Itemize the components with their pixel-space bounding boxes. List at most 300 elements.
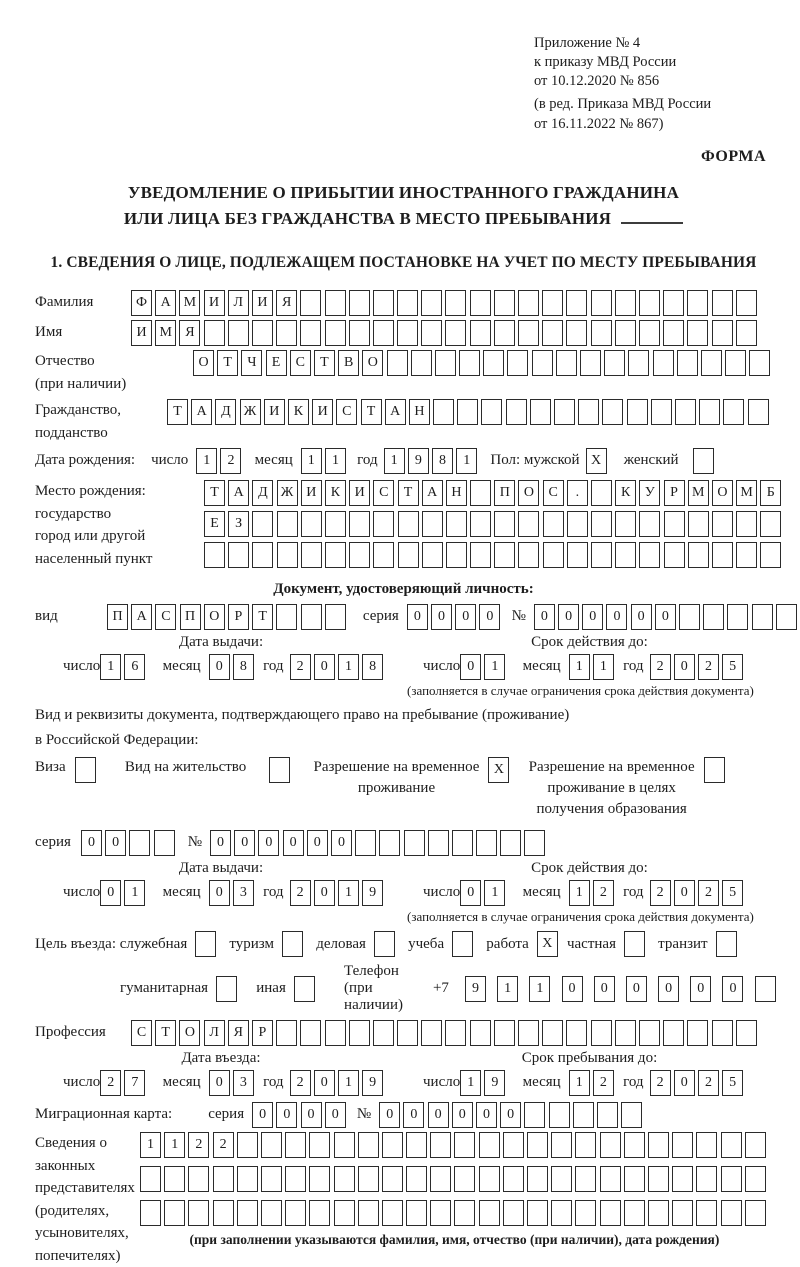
char-cell[interactable]	[639, 290, 660, 316]
char-cell[interactable]	[494, 542, 515, 568]
char-cell[interactable]	[566, 320, 587, 346]
char-cell[interactable]: Н	[409, 399, 430, 425]
char-cell[interactable]	[575, 1132, 596, 1158]
char-cell[interactable]	[752, 604, 773, 630]
char-cell[interactable]: 1	[100, 654, 121, 680]
char-cell[interactable]: X	[537, 931, 558, 957]
char-cell[interactable]	[261, 1200, 282, 1226]
char-cell[interactable]: Е	[204, 511, 225, 537]
char-cell[interactable]	[404, 830, 425, 856]
char-cell[interactable]	[285, 1166, 306, 1192]
char-cell[interactable]	[358, 1166, 379, 1192]
char-cell[interactable]: 1	[338, 1070, 359, 1096]
char-cell[interactable]	[470, 320, 491, 346]
char-cell[interactable]: Т	[314, 350, 335, 376]
char-cell[interactable]: И	[252, 290, 273, 316]
char-cell[interactable]: 5	[722, 880, 743, 906]
char-cell[interactable]: 0	[100, 880, 121, 906]
char-cell[interactable]	[446, 542, 467, 568]
char-cell[interactable]: М	[155, 320, 176, 346]
char-cell[interactable]: 2	[100, 1070, 121, 1096]
char-cell[interactable]: 0	[658, 976, 679, 1002]
char-cell[interactable]: 0	[460, 880, 481, 906]
char-cell[interactable]	[543, 511, 564, 537]
char-cell[interactable]	[454, 1132, 475, 1158]
char-cell[interactable]	[675, 399, 696, 425]
char-cell[interactable]	[621, 1102, 642, 1128]
char-cell[interactable]	[129, 830, 150, 856]
char-cell[interactable]: 0	[594, 976, 615, 1002]
char-cell[interactable]: 2	[220, 448, 241, 474]
char-cell[interactable]	[276, 320, 297, 346]
char-cell[interactable]: 2	[290, 880, 311, 906]
char-cell[interactable]	[334, 1200, 355, 1226]
char-cell[interactable]	[204, 542, 225, 568]
char-cell[interactable]: 0	[403, 1102, 424, 1128]
char-cell[interactable]	[776, 604, 797, 630]
char-cell[interactable]	[653, 350, 674, 376]
char-cell[interactable]: И	[301, 480, 322, 506]
char-cell[interactable]: 8	[362, 654, 383, 680]
char-cell[interactable]	[483, 350, 504, 376]
char-cell[interactable]: 9	[408, 448, 429, 474]
char-cell[interactable]: 1	[301, 448, 322, 474]
char-cell[interactable]	[556, 350, 577, 376]
char-cell[interactable]	[309, 1132, 330, 1158]
char-cell[interactable]: 1	[497, 976, 518, 1002]
char-cell[interactable]	[334, 1166, 355, 1192]
char-cell[interactable]: 0	[674, 1070, 695, 1096]
char-cell[interactable]	[373, 1020, 394, 1046]
char-cell[interactable]	[701, 350, 722, 376]
char-cell[interactable]	[554, 399, 575, 425]
char-cell[interactable]	[527, 1132, 548, 1158]
char-cell[interactable]: Р	[228, 604, 249, 630]
char-cell[interactable]: 0	[428, 1102, 449, 1128]
char-cell[interactable]: А	[228, 480, 249, 506]
char-cell[interactable]	[387, 350, 408, 376]
char-cell[interactable]: 0	[252, 1102, 273, 1128]
char-cell[interactable]	[672, 1132, 693, 1158]
char-cell[interactable]	[428, 830, 449, 856]
char-cell[interactable]	[687, 1020, 708, 1046]
char-cell[interactable]	[628, 350, 649, 376]
char-cell[interactable]: 1	[460, 1070, 481, 1096]
char-cell[interactable]	[591, 511, 612, 537]
char-cell[interactable]: С	[336, 399, 357, 425]
char-cell[interactable]: А	[155, 290, 176, 316]
char-cell[interactable]: 0	[476, 1102, 497, 1128]
char-cell[interactable]: 5	[722, 654, 743, 680]
char-cell[interactable]	[760, 542, 781, 568]
char-cell[interactable]	[237, 1132, 258, 1158]
char-cell[interactable]	[445, 1020, 466, 1046]
char-cell[interactable]	[470, 290, 491, 316]
char-cell[interactable]: 0	[558, 604, 579, 630]
char-cell[interactable]	[470, 511, 491, 537]
char-cell[interactable]	[687, 290, 708, 316]
char-cell[interactable]	[542, 290, 563, 316]
char-cell[interactable]: 0	[276, 1102, 297, 1128]
char-cell[interactable]	[602, 399, 623, 425]
char-cell[interactable]: 0	[460, 654, 481, 680]
char-cell[interactable]	[527, 1166, 548, 1192]
char-cell[interactable]	[398, 511, 419, 537]
char-cell[interactable]: Т	[167, 399, 188, 425]
char-cell[interactable]	[543, 542, 564, 568]
char-cell[interactable]	[672, 1166, 693, 1192]
char-cell[interactable]: 3	[233, 1070, 254, 1096]
char-cell[interactable]	[358, 1200, 379, 1226]
char-cell[interactable]	[518, 320, 539, 346]
char-cell[interactable]	[721, 1200, 742, 1226]
char-cell[interactable]: 9	[484, 1070, 505, 1096]
char-cell[interactable]	[397, 320, 418, 346]
char-cell[interactable]	[300, 320, 321, 346]
char-cell[interactable]: 0	[331, 830, 352, 856]
char-cell[interactable]: 0	[582, 604, 603, 630]
char-cell[interactable]: 8	[432, 448, 453, 474]
char-cell[interactable]: 0	[283, 830, 304, 856]
char-cell[interactable]: А	[385, 399, 406, 425]
char-cell[interactable]	[349, 320, 370, 346]
char-cell[interactable]	[277, 511, 298, 537]
char-cell[interactable]	[712, 511, 733, 537]
char-cell[interactable]	[591, 290, 612, 316]
char-cell[interactable]: Ф	[131, 290, 152, 316]
char-cell[interactable]: Р	[664, 480, 685, 506]
char-cell[interactable]: О	[712, 480, 733, 506]
char-cell[interactable]	[325, 320, 346, 346]
char-cell[interactable]: 0	[258, 830, 279, 856]
char-cell[interactable]	[663, 290, 684, 316]
char-cell[interactable]	[749, 350, 770, 376]
char-cell[interactable]: П	[494, 480, 515, 506]
char-cell[interactable]: А	[131, 604, 152, 630]
char-cell[interactable]	[216, 976, 237, 1002]
char-cell[interactable]	[261, 1166, 282, 1192]
char-cell[interactable]: У	[639, 480, 660, 506]
char-cell[interactable]	[382, 1200, 403, 1226]
char-cell[interactable]	[421, 320, 442, 346]
char-cell[interactable]: 1	[484, 880, 505, 906]
char-cell[interactable]	[518, 542, 539, 568]
char-cell[interactable]	[454, 1166, 475, 1192]
char-cell[interactable]: Ж	[240, 399, 261, 425]
char-cell[interactable]	[755, 976, 776, 1002]
char-cell[interactable]	[454, 1200, 475, 1226]
char-cell[interactable]	[736, 320, 757, 346]
char-cell[interactable]: 0	[307, 830, 328, 856]
char-cell[interactable]: 2	[593, 1070, 614, 1096]
char-cell[interactable]: 0	[431, 604, 452, 630]
char-cell[interactable]	[624, 1132, 645, 1158]
char-cell[interactable]	[524, 830, 545, 856]
char-cell[interactable]	[591, 542, 612, 568]
char-cell[interactable]	[494, 511, 515, 537]
char-cell[interactable]	[479, 1166, 500, 1192]
char-cell[interactable]	[699, 399, 720, 425]
char-cell[interactable]: К	[325, 480, 346, 506]
char-cell[interactable]	[648, 1200, 669, 1226]
char-cell[interactable]: 9	[465, 976, 486, 1002]
char-cell[interactable]: .	[567, 480, 588, 506]
char-cell[interactable]	[494, 320, 515, 346]
char-cell[interactable]	[301, 511, 322, 537]
char-cell[interactable]	[494, 290, 515, 316]
char-cell[interactable]	[457, 399, 478, 425]
char-cell[interactable]	[397, 290, 418, 316]
char-cell[interactable]	[252, 511, 273, 537]
char-cell[interactable]: 0	[500, 1102, 521, 1128]
char-cell[interactable]: З	[228, 511, 249, 537]
char-cell[interactable]	[349, 1020, 370, 1046]
char-cell[interactable]	[597, 1102, 618, 1128]
char-cell[interactable]: 0	[314, 1070, 335, 1096]
char-cell[interactable]: 0	[655, 604, 676, 630]
char-cell[interactable]: О	[518, 480, 539, 506]
char-cell[interactable]	[282, 931, 303, 957]
char-cell[interactable]	[745, 1200, 766, 1226]
char-cell[interactable]	[406, 1132, 427, 1158]
char-cell[interactable]	[696, 1132, 717, 1158]
char-cell[interactable]: 0	[234, 830, 255, 856]
char-cell[interactable]: 0	[325, 1102, 346, 1128]
char-cell[interactable]: 0	[455, 604, 476, 630]
char-cell[interactable]	[213, 1200, 234, 1226]
char-cell[interactable]: 1	[569, 654, 590, 680]
char-cell[interactable]: 2	[213, 1132, 234, 1158]
char-cell[interactable]	[518, 1020, 539, 1046]
char-cell[interactable]: 0	[631, 604, 652, 630]
char-cell[interactable]	[624, 1200, 645, 1226]
char-cell[interactable]	[309, 1166, 330, 1192]
char-cell[interactable]	[688, 542, 709, 568]
char-cell[interactable]	[406, 1166, 427, 1192]
char-cell[interactable]	[736, 1020, 757, 1046]
char-cell[interactable]	[325, 290, 346, 316]
char-cell[interactable]	[325, 604, 346, 630]
char-cell[interactable]	[575, 1200, 596, 1226]
char-cell[interactable]: 1	[140, 1132, 161, 1158]
char-cell[interactable]	[591, 1020, 612, 1046]
char-cell[interactable]: А	[422, 480, 443, 506]
char-cell[interactable]: 0	[674, 880, 695, 906]
char-cell[interactable]: 0	[209, 1070, 230, 1096]
char-cell[interactable]	[716, 931, 737, 957]
char-cell[interactable]: 0	[81, 830, 102, 856]
char-cell[interactable]	[481, 399, 502, 425]
char-cell[interactable]	[421, 1020, 442, 1046]
char-cell[interactable]: Н	[446, 480, 467, 506]
char-cell[interactable]: 9	[362, 880, 383, 906]
char-cell[interactable]	[188, 1166, 209, 1192]
char-cell[interactable]: К	[615, 480, 636, 506]
char-cell[interactable]	[745, 1132, 766, 1158]
char-cell[interactable]	[355, 830, 376, 856]
char-cell[interactable]: 1	[529, 976, 550, 1002]
char-cell[interactable]: 2	[698, 880, 719, 906]
char-cell[interactable]	[349, 511, 370, 537]
char-cell[interactable]: 5	[722, 1070, 743, 1096]
char-cell[interactable]	[261, 1132, 282, 1158]
char-cell[interactable]: 6	[124, 654, 145, 680]
char-cell[interactable]	[252, 542, 273, 568]
char-cell[interactable]: С	[155, 604, 176, 630]
char-cell[interactable]	[195, 931, 216, 957]
char-cell[interactable]	[648, 1166, 669, 1192]
char-cell[interactable]	[524, 1102, 545, 1128]
char-cell[interactable]	[615, 1020, 636, 1046]
char-cell[interactable]	[672, 1200, 693, 1226]
char-cell[interactable]	[600, 1132, 621, 1158]
char-cell[interactable]	[696, 1200, 717, 1226]
char-cell[interactable]	[430, 1166, 451, 1192]
char-cell[interactable]	[325, 511, 346, 537]
char-cell[interactable]	[542, 320, 563, 346]
char-cell[interactable]: 9	[362, 1070, 383, 1096]
char-cell[interactable]: 7	[124, 1070, 145, 1096]
char-cell[interactable]	[430, 1132, 451, 1158]
char-cell[interactable]	[373, 542, 394, 568]
char-cell[interactable]	[615, 290, 636, 316]
char-cell[interactable]	[164, 1166, 185, 1192]
char-cell[interactable]	[269, 757, 290, 783]
char-cell[interactable]: Ч	[241, 350, 262, 376]
char-cell[interactable]: 2	[290, 1070, 311, 1096]
char-cell[interactable]	[446, 511, 467, 537]
char-cell[interactable]: Е	[266, 350, 287, 376]
char-cell[interactable]	[712, 1020, 733, 1046]
char-cell[interactable]: Я	[179, 320, 200, 346]
char-cell[interactable]	[704, 757, 725, 783]
char-cell[interactable]	[422, 542, 443, 568]
char-cell[interactable]	[325, 1020, 346, 1046]
char-cell[interactable]	[445, 320, 466, 346]
char-cell[interactable]: Б	[760, 480, 781, 506]
char-cell[interactable]	[687, 320, 708, 346]
char-cell[interactable]	[721, 1132, 742, 1158]
char-cell[interactable]	[639, 542, 660, 568]
char-cell[interactable]: 3	[233, 880, 254, 906]
char-cell[interactable]: С	[373, 480, 394, 506]
char-cell[interactable]	[551, 1166, 572, 1192]
char-cell[interactable]: И	[349, 480, 370, 506]
char-cell[interactable]	[748, 399, 769, 425]
char-cell[interactable]	[277, 542, 298, 568]
char-cell[interactable]: 1	[484, 654, 505, 680]
char-cell[interactable]: С	[131, 1020, 152, 1046]
char-cell[interactable]	[615, 511, 636, 537]
char-cell[interactable]: Ж	[277, 480, 298, 506]
char-cell[interactable]	[712, 290, 733, 316]
char-cell[interactable]	[551, 1132, 572, 1158]
char-cell[interactable]	[75, 757, 96, 783]
char-cell[interactable]	[663, 320, 684, 346]
char-cell[interactable]: 1	[124, 880, 145, 906]
char-cell[interactable]	[639, 320, 660, 346]
char-cell[interactable]: М	[688, 480, 709, 506]
char-cell[interactable]	[237, 1166, 258, 1192]
char-cell[interactable]	[542, 1020, 563, 1046]
char-cell[interactable]: А	[191, 399, 212, 425]
char-cell[interactable]: 1	[569, 1070, 590, 1096]
char-cell[interactable]: Л	[204, 1020, 225, 1046]
char-cell[interactable]	[549, 1102, 570, 1128]
char-cell[interactable]: 0	[534, 604, 555, 630]
char-cell[interactable]	[725, 350, 746, 376]
char-cell[interactable]	[452, 830, 473, 856]
char-cell[interactable]: 1	[164, 1132, 185, 1158]
char-cell[interactable]: Т	[155, 1020, 176, 1046]
char-cell[interactable]	[736, 290, 757, 316]
char-cell[interactable]: И	[264, 399, 285, 425]
char-cell[interactable]: Л	[228, 290, 249, 316]
char-cell[interactable]: Я	[276, 290, 297, 316]
char-cell[interactable]: 0	[379, 1102, 400, 1128]
char-cell[interactable]: И	[312, 399, 333, 425]
char-cell[interactable]: Я	[228, 1020, 249, 1046]
char-cell[interactable]	[507, 350, 528, 376]
char-cell[interactable]	[140, 1166, 161, 1192]
char-cell[interactable]	[334, 1132, 355, 1158]
char-cell[interactable]	[591, 320, 612, 346]
char-cell[interactable]	[567, 542, 588, 568]
char-cell[interactable]	[500, 830, 521, 856]
char-cell[interactable]	[745, 1166, 766, 1192]
char-cell[interactable]	[712, 542, 733, 568]
char-cell[interactable]	[398, 542, 419, 568]
char-cell[interactable]: 2	[650, 1070, 671, 1096]
char-cell[interactable]: 2	[188, 1132, 209, 1158]
char-cell[interactable]: 1	[593, 654, 614, 680]
char-cell[interactable]: И	[204, 290, 225, 316]
char-cell[interactable]	[379, 830, 400, 856]
char-cell[interactable]	[188, 1200, 209, 1226]
char-cell[interactable]	[530, 399, 551, 425]
char-cell[interactable]	[736, 511, 757, 537]
char-cell[interactable]	[252, 320, 273, 346]
char-cell[interactable]: 0	[626, 976, 647, 1002]
char-cell[interactable]: 2	[593, 880, 614, 906]
char-cell[interactable]	[503, 1132, 524, 1158]
char-cell[interactable]	[703, 604, 724, 630]
char-cell[interactable]	[213, 1166, 234, 1192]
char-cell[interactable]: 1	[456, 448, 477, 474]
char-cell[interactable]	[285, 1200, 306, 1226]
char-cell[interactable]: 0	[314, 880, 335, 906]
char-cell[interactable]: 2	[290, 654, 311, 680]
char-cell[interactable]	[677, 350, 698, 376]
char-cell[interactable]: О	[362, 350, 383, 376]
char-cell[interactable]: X	[488, 757, 509, 783]
char-cell[interactable]: 0	[452, 1102, 473, 1128]
char-cell[interactable]: О	[193, 350, 214, 376]
char-cell[interactable]: С	[290, 350, 311, 376]
char-cell[interactable]	[518, 511, 539, 537]
char-cell[interactable]	[237, 1200, 258, 1226]
char-cell[interactable]: 1	[384, 448, 405, 474]
char-cell[interactable]	[591, 480, 612, 506]
char-cell[interactable]	[470, 542, 491, 568]
char-cell[interactable]	[422, 511, 443, 537]
char-cell[interactable]: Р	[252, 1020, 273, 1046]
char-cell[interactable]	[276, 1020, 297, 1046]
char-cell[interactable]: 0	[105, 830, 126, 856]
char-cell[interactable]	[532, 350, 553, 376]
char-cell[interactable]: М	[736, 480, 757, 506]
char-cell[interactable]	[382, 1132, 403, 1158]
